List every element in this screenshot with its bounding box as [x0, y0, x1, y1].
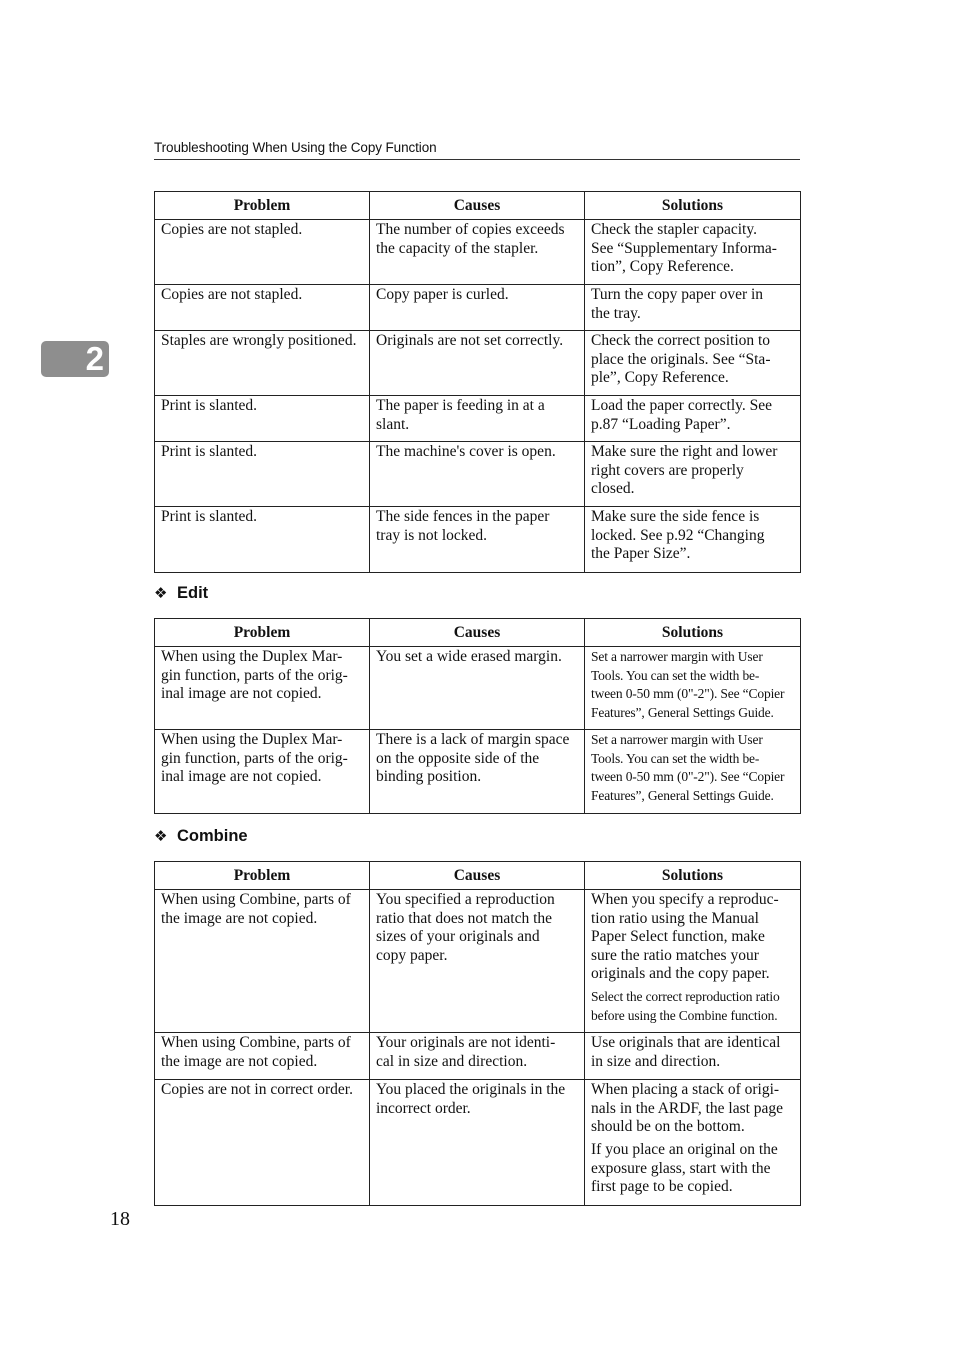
- cause-cell: [370, 442, 585, 507]
- cause-cell: [370, 1080, 585, 1206]
- column-header-problem: Problem: [155, 192, 370, 220]
- cause-cell: [370, 220, 585, 285]
- column-header-solutions: Solutions: [585, 192, 801, 220]
- table-row: [155, 285, 801, 331]
- cause-text: The number of copies exceeds the capacity of the stapler.: [376, 221, 565, 257]
- cause-cell: [370, 890, 585, 1033]
- problem-cell: [155, 396, 370, 442]
- table-row: [155, 1033, 801, 1080]
- problem-text: When using Combine, parts of the image are not copied.: [161, 1034, 351, 1070]
- page-number: 18: [110, 1208, 130, 1230]
- column-header-causes: Causes: [370, 619, 585, 647]
- solution-cell: [585, 647, 801, 730]
- table-row: [155, 1080, 801, 1206]
- cause-text: The side fences in the paper tray is not locked.: [376, 508, 550, 544]
- problem-text: Staples are wrongly positioned.: [161, 332, 357, 349]
- table-row: [155, 890, 801, 1033]
- solution-text: Make sure the side fence is locked. See p.92 “Changing the Paper Size”.: [591, 508, 765, 562]
- problem-text: Copies are not in correct order.: [161, 1081, 353, 1098]
- diamond-bullet-icon: ❖: [154, 584, 168, 602]
- table-row: [155, 220, 801, 285]
- problem-cell: [155, 647, 370, 730]
- cause-cell: [370, 331, 585, 396]
- table-row: [155, 507, 801, 573]
- cause-text: The machine's cover is open.: [376, 443, 556, 460]
- table-header-row: [155, 619, 801, 647]
- solution-cell: [585, 1033, 801, 1080]
- problem-text: When using the Duplex Mar- gin function, parts of the orig- inal image are not copied.: [161, 731, 348, 785]
- table-row: [155, 442, 801, 507]
- cause-cell: [370, 730, 585, 814]
- problem-cell: [155, 442, 370, 507]
- problem-text: Print is slanted.: [161, 397, 258, 414]
- solution-text: If you place an original on the exposure glass, start with the first page to be copied.: [591, 1141, 778, 1195]
- cause-text: You set a wide erased margin.: [376, 648, 562, 665]
- problem-cell: [155, 890, 370, 1033]
- cause-text: Copy paper is curled.: [376, 286, 509, 303]
- solution-text: Make sure the right and lower right covers are properly closed.: [591, 443, 778, 497]
- column-header-solutions: Solutions: [585, 862, 801, 890]
- table-row: [155, 396, 801, 442]
- column-header-causes: Causes: [370, 192, 585, 220]
- problem-text: When using Combine, parts of the image are not copied.: [161, 891, 351, 927]
- table-header-row: [155, 862, 801, 890]
- running-header: Troubleshooting When Using the Copy Function: [154, 140, 437, 155]
- column-header-causes: Causes: [370, 862, 585, 890]
- solution-text: Use originals that are identical in size and direction.: [591, 1034, 781, 1070]
- solution-text: Set a narrower margin with User Tools. You can set the width be- tween 0-50 mm (0"-2"). See “Copier Features”, General Settings Guide.: [591, 649, 785, 720]
- problem-cell: [155, 331, 370, 396]
- cause-text: The paper is feeding in at a slant.: [376, 397, 545, 433]
- header-rule: [154, 159, 800, 160]
- edit-troubleshooting-table: [154, 618, 801, 814]
- cause-text: You specified a reproduction ratio that does not match the sizes of your originals and copy paper.: [376, 891, 555, 964]
- solution-cell: [585, 507, 801, 573]
- chapter-number: 2: [85, 340, 104, 377]
- cause-cell: [370, 285, 585, 331]
- section-title: Edit: [177, 584, 209, 602]
- problem-text: Print is slanted.: [161, 443, 258, 460]
- problem-cell: [155, 507, 370, 573]
- problem-cell: [155, 730, 370, 814]
- solution-note: Select the correct reproduction ratio before using the Combine function.: [591, 989, 780, 1023]
- cause-cell: [370, 647, 585, 730]
- solution-cell: [585, 442, 801, 507]
- solution-cell: [585, 1080, 801, 1206]
- problem-cell: [155, 1033, 370, 1080]
- solution-cell: [585, 285, 801, 331]
- solution-text: Set a narrower margin with User Tools. You can set the width be- tween 0-50 mm (0"-2"). See “Copier Features”, General Settings Guide.: [591, 732, 785, 803]
- solution-text: Load the paper correctly. See p.87 “Loading Paper”.: [591, 397, 773, 433]
- solution-cell: [585, 331, 801, 396]
- problem-cell: [155, 1080, 370, 1206]
- cause-cell: [370, 507, 585, 573]
- section-heading-edit: [154, 584, 208, 602]
- section-heading-combine: [154, 827, 248, 845]
- cause-cell: [370, 396, 585, 442]
- solution-text: Check the correct position to place the originals. See “Sta- ple”, Copy Reference.: [591, 332, 771, 386]
- cause-cell: [370, 1033, 585, 1080]
- solution-cell: [585, 396, 801, 442]
- problem-text: When using the Duplex Mar- gin function, parts of the orig- inal image are not copied.: [161, 648, 348, 702]
- cause-text: There is a lack of margin space on the opposite side of the binding position.: [376, 731, 570, 785]
- cause-text: Your originals are not identi- cal in size and direction.: [376, 1034, 556, 1070]
- solution-cell: [585, 890, 801, 1033]
- diamond-bullet-icon: ❖: [154, 827, 168, 845]
- column-header-problem: Problem: [155, 619, 370, 647]
- cause-text: You placed the originals in the incorrect order.: [376, 1081, 566, 1117]
- cause-text: Originals are not set correctly.: [376, 332, 564, 349]
- table-row: [155, 647, 801, 730]
- column-header-solutions: Solutions: [585, 619, 801, 647]
- combine-troubleshooting-table: [154, 861, 801, 1206]
- solution-text: When you specify a reproduc- tion ratio using the Manual Paper Select function, make sure the ratio matches your originals and the copy paper.: [591, 891, 779, 982]
- solution-cell: [585, 730, 801, 814]
- stapling-troubleshooting-table: [154, 191, 801, 573]
- problem-text: Copies are not stapled.: [161, 286, 303, 303]
- solution-text: Check the stapler capacity. See “Supplementary Informa- tion”, Copy Reference.: [591, 221, 777, 275]
- problem-text: Copies are not stapled.: [161, 221, 303, 238]
- section-title: Combine: [177, 827, 248, 845]
- column-header-problem: Problem: [155, 862, 370, 890]
- table-header-row: [155, 192, 801, 220]
- table-row: [155, 331, 801, 396]
- problem-cell: [155, 285, 370, 331]
- chapter-tab: [41, 341, 109, 377]
- problem-text: Print is slanted.: [161, 508, 258, 525]
- table-row: [155, 730, 801, 814]
- solution-text: Turn the copy paper over in the tray.: [591, 286, 764, 322]
- solution-cell: [585, 220, 801, 285]
- problem-cell: [155, 220, 370, 285]
- solution-text: When placing a stack of origi- nals in the ARDF, the last page should be on the bottom.: [591, 1081, 784, 1135]
